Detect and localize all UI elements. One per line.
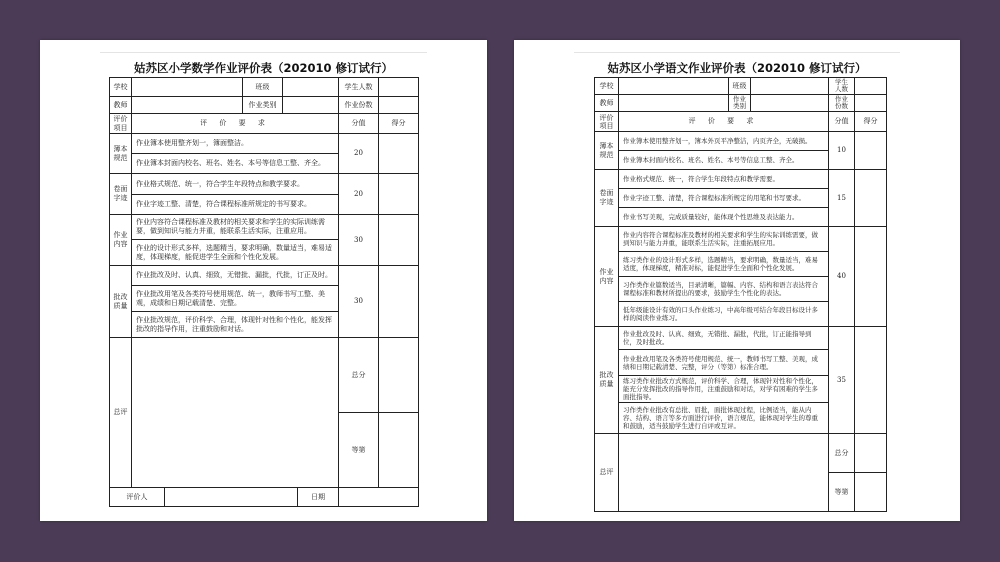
score-header: 分值 xyxy=(829,112,855,132)
overall-comment-area[interactable] xyxy=(132,338,339,488)
student-count-value[interactable] xyxy=(855,78,887,95)
page-header-line xyxy=(100,52,427,53)
chinese-evaluation-sheet xyxy=(514,40,960,521)
overall-comment-area[interactable] xyxy=(619,434,829,512)
chinese-evaluation-table xyxy=(594,77,887,512)
grade-label: 等第 xyxy=(829,473,855,512)
section-score: 20 xyxy=(339,174,379,215)
requirement-item: 作业的设计形式多样，选题精当，要求明确，数量适当，难易适度，体现梯度，能促进学生全面和个性化发展。 xyxy=(132,240,339,266)
requirement-item: 作业格式规范、统一，符合学生年段特点和教学需要。 xyxy=(619,170,829,189)
requirement-item: 练习类作业的设计形式多样，选题精当，要求明确，数量适当，难易适度，体现梯度，精准对标，能促进学生全面和个性化发展。 xyxy=(619,252,829,277)
requirement-item: 作业批改及时、认真、细致，无错批、漏批，代批，订正能指导到位，及时批改。 xyxy=(619,327,829,350)
homework-type-label: 作业 类别 xyxy=(729,95,751,112)
section-name: 卷面 字迹 xyxy=(595,170,619,227)
teacher-value[interactable] xyxy=(619,95,729,112)
class-value[interactable] xyxy=(751,78,829,95)
total-score-label: 总分 xyxy=(339,338,379,413)
date-label: 日期 xyxy=(298,488,339,507)
requirement-item: 作业字迹工整、清楚，符合课程标准所规定的用笔和书写要求。 xyxy=(619,189,829,208)
chinese-sheet-title: 姑苏区小学语文作业评价表（202010 修订试行） xyxy=(607,61,867,75)
requirement-item: 作业簿本封面内校名、班名、姓名、本号等信息工整、齐全。 xyxy=(619,151,829,170)
homework-type-value[interactable] xyxy=(283,97,339,114)
requirement-item: 作业内容符合课程标准及教材的相关要求和学生的实际训练需要，做到知识与能力并重，能联系生活实际，注重拓展应用。 xyxy=(619,227,829,252)
math-evaluation-sheet xyxy=(40,40,487,521)
section-points[interactable] xyxy=(379,174,419,215)
teacher-value[interactable] xyxy=(132,97,243,114)
section-points[interactable] xyxy=(855,327,887,434)
requirement-item: 低年级能设计有效的口头作业练习，中高年级可结合年段目标设计多样的阅读作业练习。 xyxy=(619,302,829,327)
math-sheet-title: 姑苏区小学数学作业评价表（202010 修订试行） xyxy=(133,61,393,75)
class-label: 班级 xyxy=(729,78,751,95)
grade-label: 等第 xyxy=(339,413,379,488)
math-evaluation-table xyxy=(109,77,419,507)
section-points[interactable] xyxy=(855,132,887,170)
requirement-item: 作业书写美观，完成质量较好，能体现个性思维及表达能力。 xyxy=(619,208,829,227)
section-points[interactable] xyxy=(855,227,887,327)
requirement-item: 作业字迹工整、清楚，符合课程标准所规定的书写要求。 xyxy=(132,195,339,215)
points-header: 得分 xyxy=(379,114,419,134)
page-header-line xyxy=(574,52,900,53)
total-score-label: 总分 xyxy=(829,434,855,473)
section-score: 40 xyxy=(829,227,855,327)
homework-type-value[interactable] xyxy=(751,95,829,112)
class-value[interactable] xyxy=(283,78,339,97)
score-header: 分值 xyxy=(339,114,379,134)
requirement-item: 作业簿本使用整齐划一，簿本外页平净整洁，内页齐全，无破损。 xyxy=(619,132,829,151)
teacher-label: 教师 xyxy=(110,97,132,114)
requirement-item: 习作类作业批改有总批、眉批，面批体现过程，比例适当，能从内容、结构、语言等多方面进行评价，语言规范，能体现对学生的尊重和鼓励，适当鼓励学生进行自评或互评。 xyxy=(619,403,829,434)
evaluator-value[interactable] xyxy=(165,488,298,507)
eval-requirement-header: 评 价 要 求 xyxy=(619,112,829,132)
homework-count-label: 作业份数 xyxy=(339,97,379,114)
section-name: 批改 质量 xyxy=(595,327,619,434)
date-value[interactable] xyxy=(339,488,419,507)
section-score: 15 xyxy=(829,170,855,227)
student-count-label: 学生人数 xyxy=(339,78,379,97)
section-points[interactable] xyxy=(379,266,419,338)
overall-label: 总评 xyxy=(595,434,619,512)
homework-count-value[interactable] xyxy=(855,95,887,112)
section-score: 30 xyxy=(339,215,379,266)
requirement-item: 作业批改规范，评价科学、合理，体现针对性和个性化，能发挥批改的指导作用，注重鼓励和对话。 xyxy=(132,312,339,338)
eval-requirement-header: 评 价 要 求 xyxy=(132,114,339,134)
total-score-value[interactable] xyxy=(379,338,419,413)
requirement-item: 作业批改及时、认真、细致，无错批、漏批，代批，订正及时。 xyxy=(132,266,339,286)
teacher-label: 教师 xyxy=(595,95,619,112)
requirement-item: 练习类作业批改方式规范，评价科学、合理，体现针对性和个性化，能充分发挥批改的指导作用，注重鼓励和对话，对学有困难的学生多面批指导。 xyxy=(619,376,829,403)
section-score: 35 xyxy=(829,327,855,434)
requirement-item: 作业格式规范、统一，符合学生年段特点和教学要求。 xyxy=(132,174,339,195)
homework-count-label: 作业 份数 xyxy=(829,95,855,112)
section-points[interactable] xyxy=(379,134,419,174)
evaluator-label: 评价人 xyxy=(110,488,165,507)
section-name: 簿本 规范 xyxy=(595,132,619,170)
section-points[interactable] xyxy=(379,215,419,266)
section-name: 作业 内容 xyxy=(110,215,132,266)
homework-type-label: 作业类别 xyxy=(243,97,283,114)
requirement-item: 作业簿本封面内校名、班名、姓名、本号等信息工整、齐全。 xyxy=(132,154,339,174)
requirement-item: 作业内容符合课程标准及教材的相关要求和学生的实际训练需要，做到知识与能力并重，能联系生活实际，注重应用。 xyxy=(132,215,339,240)
section-score: 30 xyxy=(339,266,379,338)
student-count-label: 学生 人数 xyxy=(829,78,855,95)
school-value[interactable] xyxy=(619,78,729,95)
requirement-item: 习作类作业篇数适当，目录清晰，篇幅、内容、结构和语言表达符合课程标准和教材所提出的要求，鼓励学生个性化的表达。 xyxy=(619,277,829,302)
student-count-value[interactable] xyxy=(379,78,419,97)
section-name: 作业 内容 xyxy=(595,227,619,327)
eval-item-header: 评价 项目 xyxy=(595,112,619,132)
section-score: 20 xyxy=(339,134,379,174)
requirement-item: 作业簿本使用整齐划一，簿面整洁。 xyxy=(132,134,339,154)
class-label: 班级 xyxy=(243,78,283,97)
section-points[interactable] xyxy=(855,170,887,227)
section-name: 卷面 字迹 xyxy=(110,174,132,215)
requirement-item: 作业批改用笔及各类符号使用规范、统一，教师书写工整、美观，成绩和日期记载清楚、完整。 xyxy=(132,286,339,312)
section-score: 10 xyxy=(829,132,855,170)
school-label: 学校 xyxy=(595,78,619,95)
points-header: 得分 xyxy=(855,112,887,132)
overall-label: 总评 xyxy=(110,338,132,488)
homework-count-value[interactable] xyxy=(379,97,419,114)
total-score-value[interactable] xyxy=(855,434,887,473)
eval-item-header: 评价 项目 xyxy=(110,114,132,134)
school-label: 学校 xyxy=(110,78,132,97)
section-name: 批改 质量 xyxy=(110,266,132,338)
grade-value[interactable] xyxy=(855,473,887,512)
requirement-item: 作业批改用笔及各类符号使用规范、统一，教师书写工整、美观，成绩和日期记载清楚、完整，评分（等第）标准合理。 xyxy=(619,350,829,376)
section-name: 簿本 规范 xyxy=(110,134,132,174)
grade-value[interactable] xyxy=(379,413,419,488)
school-value[interactable] xyxy=(132,78,243,97)
